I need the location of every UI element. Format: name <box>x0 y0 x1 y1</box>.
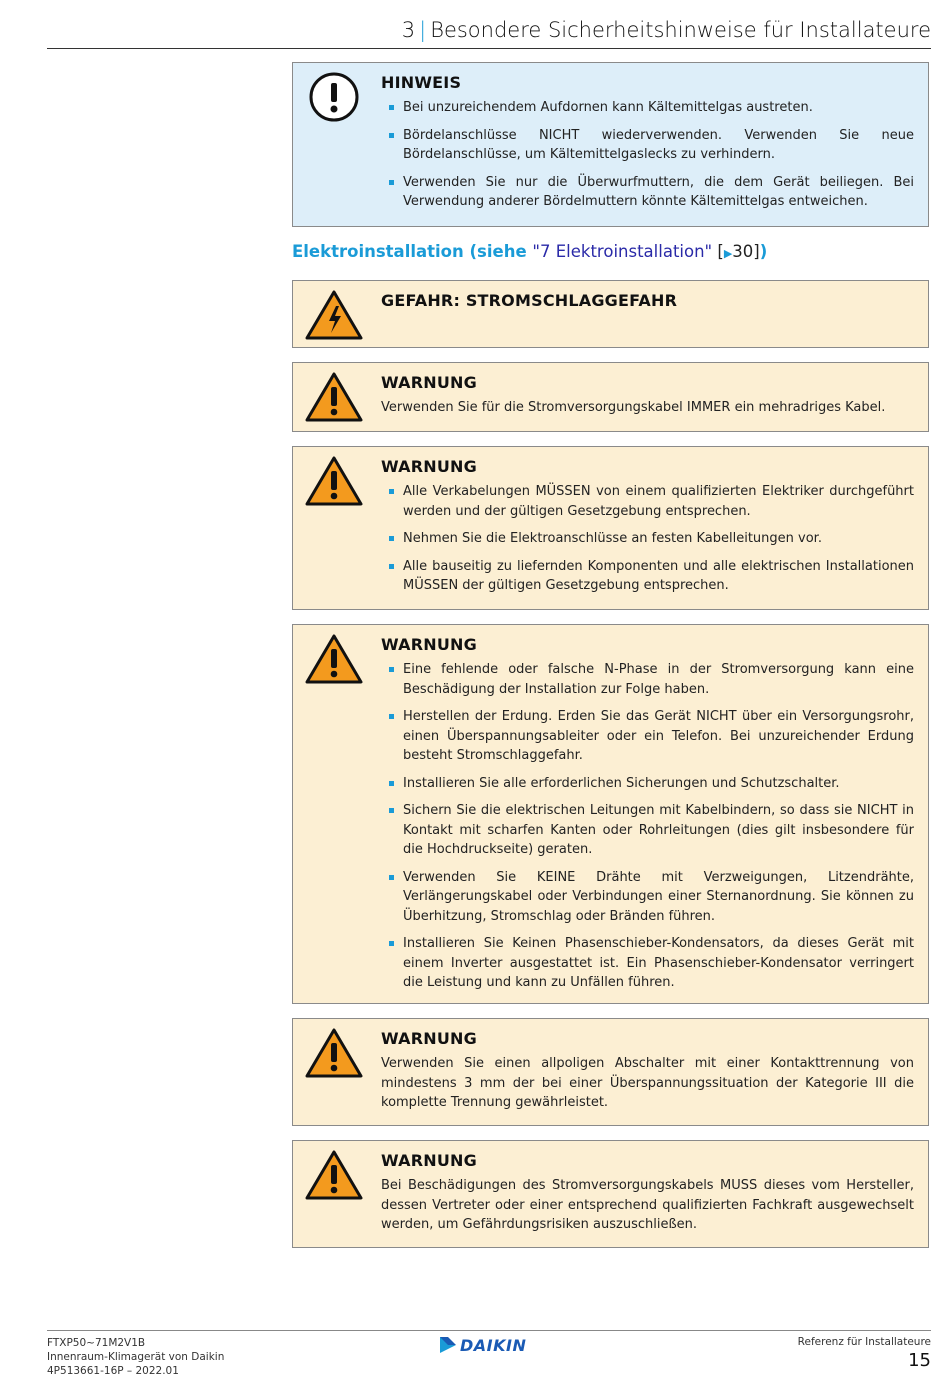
warning-box-1 <box>292 362 929 432</box>
page-arrow-icon: ▶ <box>723 247 733 260</box>
warning-box-2 <box>292 446 929 610</box>
list-item: Installieren Sie alle erforderlichen Sicherungen und Schutzschalter. <box>381 774 914 794</box>
footer-product: Innenraum-Klimagerät von Daikin <box>47 1351 225 1363</box>
warning-3-list <box>381 660 914 993</box>
list-item: Alle bauseitig zu liefernden Komponenten und alle elektrischen Installationen MÜSSEN der gültigen Gesetzgebung entsprechen. <box>381 557 914 596</box>
footer-model: FTXP50~71M2V1B <box>47 1337 146 1349</box>
list-item: Herstellen der Erdung. Erden Sie das Gerät NICHT über ein Versorgungsrohr, einen Überspannungsableiter oder ein Telefon. Bei unzureichender Erdung besteht Stromschlaggefahr. <box>381 707 914 766</box>
warning-triangle-icon <box>305 371 363 423</box>
warning-2-title: WARNUNG <box>381 457 477 476</box>
warning-triangle-icon <box>305 1027 363 1079</box>
bracket-close: ] <box>753 242 760 261</box>
section-heading <box>292 242 767 261</box>
warning-5-title: WARNUNG <box>381 1151 477 1170</box>
warning-4-content <box>381 1029 914 1113</box>
danger-content <box>381 291 914 316</box>
list-item: Sichern Sie die elektrischen Leitungen mit Kabelbindern, so dass sie NICHT in Kontakt mit scharfen Kanten oder Rohrleitungen (dies gilt insbesondere für die Hochdruckseite) geraten. <box>381 801 914 860</box>
warning-box-4 <box>292 1018 929 1126</box>
daikin-logo <box>438 1334 526 1356</box>
footer-left <box>47 1336 224 1378</box>
danger-box <box>292 280 929 348</box>
list-item: Verwenden Sie KEINE Drähte mit Verzweigungen, Litzendrähte, Verlängerungskabel oder Verbindungen einer Sternanordnung. Sie können zu Überhitzung, Stromschlag oder Bränden führen. <box>381 868 914 927</box>
footer-doc-id: 4P513661-16P – 2022.01 <box>47 1365 179 1377</box>
list-item: Bördelanschlüsse NICHT wiederverwenden. Verwenden Sie neue Bördelanschlüsse, um Kältemittelgaslecks zu verhindern. <box>381 126 914 165</box>
section-heading-suffix: ) <box>759 242 768 261</box>
warning-box-5 <box>292 1140 929 1248</box>
section-heading-prefix: Elektroinstallation (siehe <box>292 242 533 261</box>
list-item: Nehmen Sie die Elektroanschlüsse an festen Kabelleitungen vor. <box>381 529 914 549</box>
list-item: Alle Verkabelungen MÜSSEN von einem qualifizierten Elektriker durchgeführt werden und der gültigen Gesetzgebung entsprechen. <box>381 482 914 521</box>
list-item: Bei unzureichendem Aufdornen kann Kältemittelgas austreten. <box>381 98 914 118</box>
warning-2-list <box>381 482 914 596</box>
header-separator: | <box>419 18 427 42</box>
notice-list <box>381 98 914 212</box>
exclamation-circle-icon <box>305 71 363 123</box>
daikin-logo-text: DAIKIN <box>460 1335 527 1355</box>
warning-3-title: WARNUNG <box>381 635 477 654</box>
daikin-logo-icon <box>438 1335 458 1355</box>
list-item: Installieren Sie Keinen Phasenschieber-Kondensators, da dieses Gerät mit einem Inverter ausgestattet ist. Ein Phasenschieber-Kondensator verringert die Leistung und kann zu Unfällen führen. <box>381 934 914 993</box>
page-header <box>47 18 931 49</box>
footer-reference: Referenz für Installateure <box>797 1336 931 1348</box>
notice-title: HINWEIS <box>381 73 462 92</box>
notice-box <box>292 62 929 227</box>
notice-content <box>381 73 914 220</box>
warning-1-content <box>381 373 914 418</box>
list-item: Eine fehlende oder falsche N-Phase in der Stromversorgung kann eine Beschädigung der Installation zur Folge haben. <box>381 660 914 699</box>
footer-divider <box>47 1330 931 1331</box>
warning-box-3 <box>292 624 929 1004</box>
warning-2-content <box>381 457 914 604</box>
page-number: 15 <box>908 1350 931 1371</box>
danger-title: GEFAHR: STROMSCHLAGGEFAHR <box>381 291 678 310</box>
warning-triangle-icon <box>305 633 363 685</box>
bracket-open: [ <box>712 242 724 261</box>
warning-4-text: Verwenden Sie einen allpoligen Abschalter mit einer Kontakttrennung von mindestens 3 mm der bei einer Überspannungssituation der Kategorie III die komplette Trennung gewährleistet. <box>381 1056 914 1110</box>
list-item: Verwenden Sie nur die Überwurfmuttern, die dem Gerät beiliegen. Bei Verwendung anderer Bördelmuttern könnte Kältemittelgas entweichen. <box>381 173 914 212</box>
chapter-number: 3 <box>401 18 416 42</box>
warning-triangle-icon <box>305 455 363 507</box>
warning-triangle-icon <box>305 1149 363 1201</box>
section-xref-link[interactable]: "7 Elektroinstallation" <box>532 242 713 261</box>
warning-3-content <box>381 635 914 1001</box>
electric-hazard-icon <box>305 289 363 341</box>
warning-1-title: WARNUNG <box>381 373 477 392</box>
warning-5-text: Bei Beschädigungen des Stromversorgungskabels MUSS dieses vom Hersteller, dessen Vertreter oder einer entsprechend qualifizierten Fachkraft ausgewechselt werden, um Gefährdungsrisiken auszuschließen. <box>381 1178 914 1232</box>
chapter-title: Besondere Sicherheitshinweise für Installateure <box>430 18 931 42</box>
warning-4-title: WARNUNG <box>381 1029 477 1048</box>
page-ref-link[interactable]: 30 <box>732 242 754 261</box>
warning-5-content <box>381 1151 914 1235</box>
warning-1-text: Verwenden Sie für die Stromversorgungskabel IMMER ein mehradriges Kabel. <box>381 400 886 415</box>
